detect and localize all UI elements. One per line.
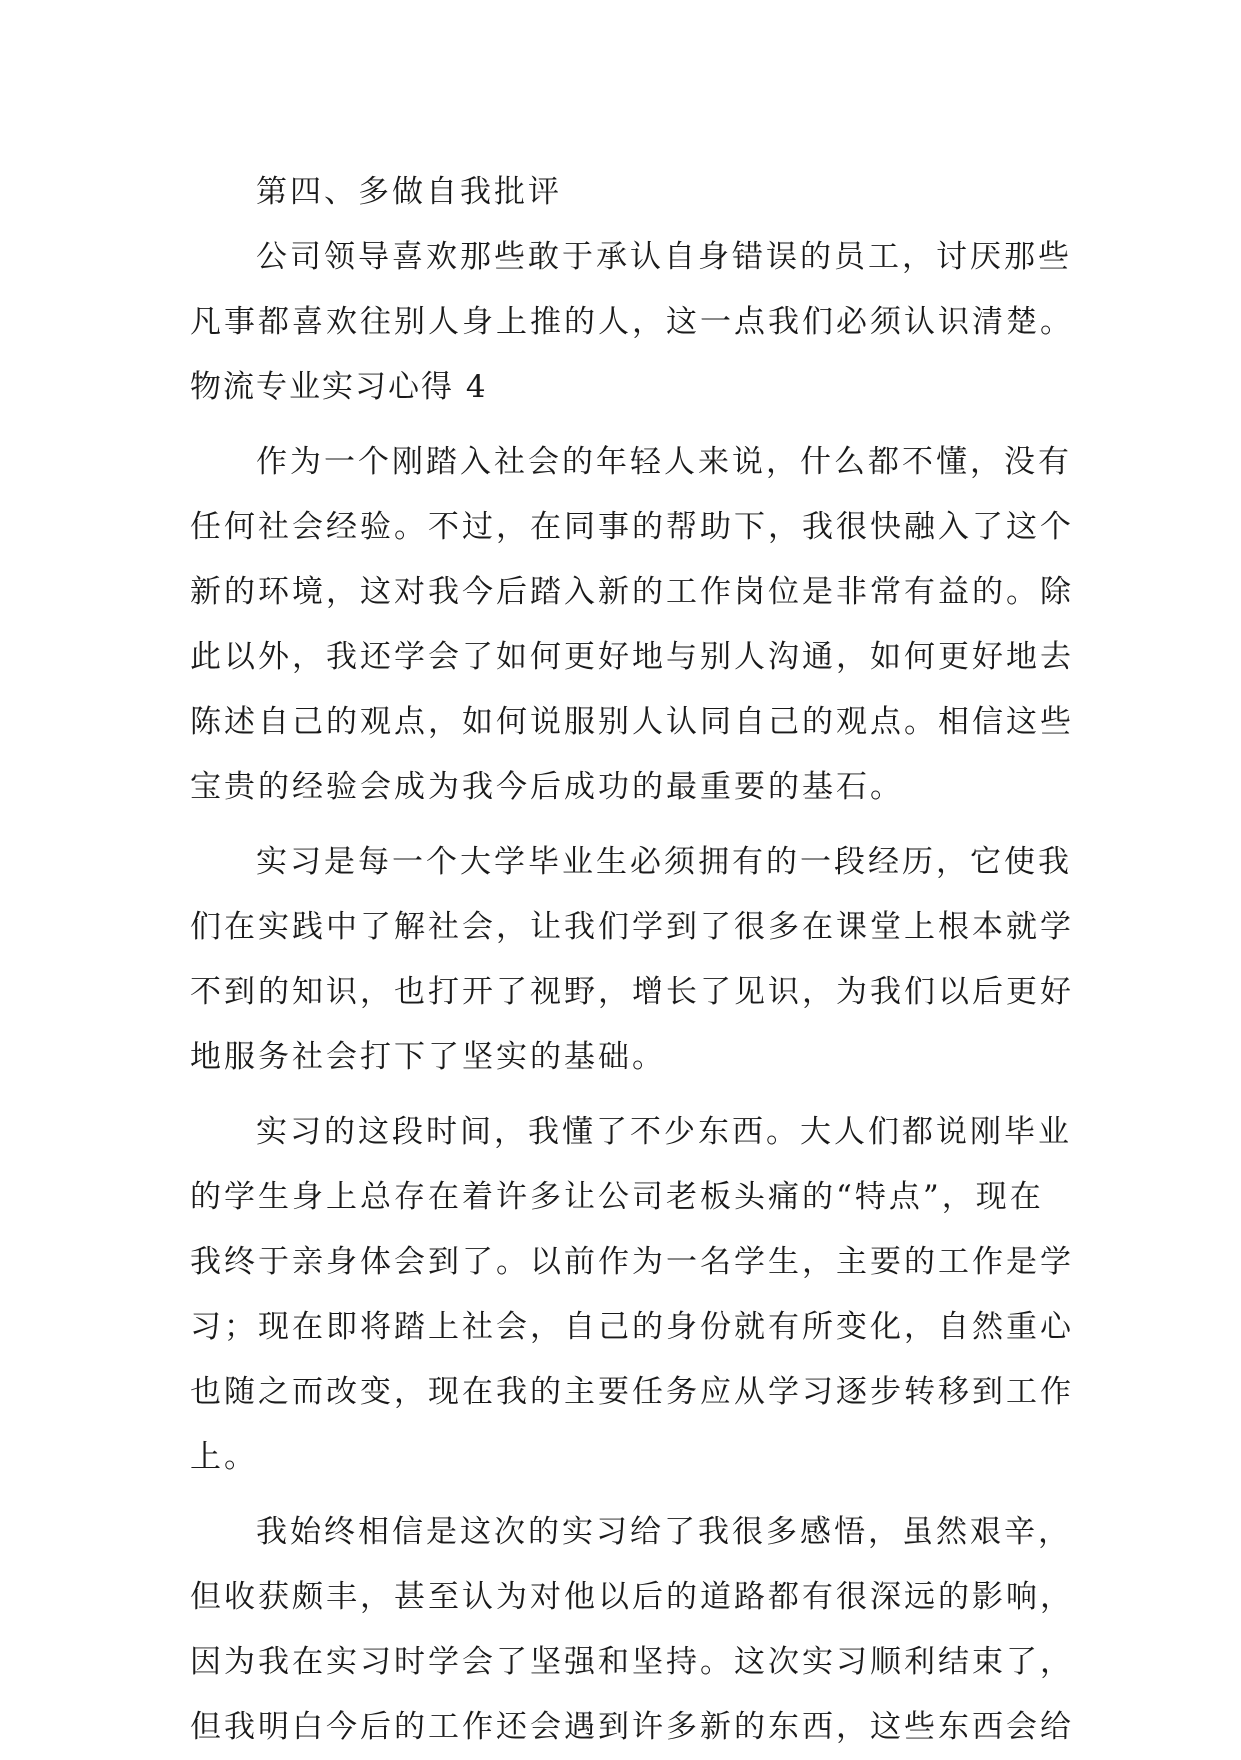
- section-title: 物流专业实习心得 4: [190, 369, 488, 405]
- paragraph-line: 也随之而改变，现在我的主要任务应从学习逐步转移到工作: [190, 1374, 1074, 1410]
- paragraph-line: 但我明白今后的工作还会遇到许多新的东西，这些东西会给: [190, 1709, 1074, 1745]
- paragraph-line: 上。: [190, 1439, 258, 1475]
- paragraph-line: 任何社会经验。不过，在同事的帮助下，我很快融入了这个: [190, 509, 1074, 545]
- paragraph-4: [190, 1500, 1080, 1760]
- paragraph-line: 实习的这段时间，我懂了不少东西。大人们都说刚毕业: [256, 1114, 1072, 1150]
- section-heading: 第四、多做自我批评: [256, 174, 562, 210]
- paragraph-line: 新的环境，这对我今后踏入新的工作岗位是非常有益的。除: [190, 574, 1074, 610]
- paragraph-line: 此以外，我还学会了如何更好地与别人沟通，如何更好地去: [190, 639, 1074, 675]
- paragraph-line: 公司领导喜欢那些敢于承认自身错误的员工，讨厌那些: [256, 239, 1072, 275]
- paragraph-line: 习；现在即将踏上社会，自己的身份就有所变化，自然重心: [190, 1309, 1074, 1345]
- document-page: [190, 160, 1080, 1760]
- paragraph-line: 们在实践中了解社会，让我们学到了很多在课堂上根本就学: [190, 909, 1074, 945]
- paragraph-line: 地服务社会打下了坚实的基础。: [190, 1039, 666, 1075]
- paragraph-1: [190, 430, 1080, 820]
- paragraph-line: 实习是每一个大学毕业生必须拥有的一段经历，它使我: [256, 844, 1072, 880]
- paragraph-criticism: [190, 225, 1080, 355]
- paragraph-line: 宝贵的经验会成为我今后成功的最重要的基石。: [190, 769, 904, 805]
- paragraph-line: 不到的知识，也打开了视野，增长了见识，为我们以后更好: [190, 974, 1074, 1010]
- paragraph-line: 的学生身上总存在着许多让公司老板头痛的“特点”，现在: [190, 1179, 1044, 1215]
- paragraph-line: 作为一个刚踏入社会的年轻人来说，什么都不懂，没有: [256, 444, 1072, 480]
- paragraph-line: 我始终相信是这次的实习给了我很多感悟，虽然艰辛，: [256, 1514, 1072, 1550]
- paragraph-line: 因为我在实习时学会了坚强和坚持。这次实习顺利结束了，: [190, 1644, 1074, 1680]
- paragraph-line: 但收获颇丰，甚至认为对他以后的道路都有很深远的影响，: [190, 1579, 1074, 1615]
- paragraph-line: 陈述自己的观点，如何说服别人认同自己的观点。相信这些: [190, 704, 1074, 740]
- paragraph-2: [190, 830, 1080, 1090]
- paragraph-line: 我终于亲身体会到了。以前作为一名学生，主要的工作是学: [190, 1244, 1074, 1280]
- paragraph-3: [190, 1100, 1080, 1490]
- paragraph-line: 凡事都喜欢往别人身上推的人，这一点我们必须认识清楚。: [190, 304, 1074, 340]
